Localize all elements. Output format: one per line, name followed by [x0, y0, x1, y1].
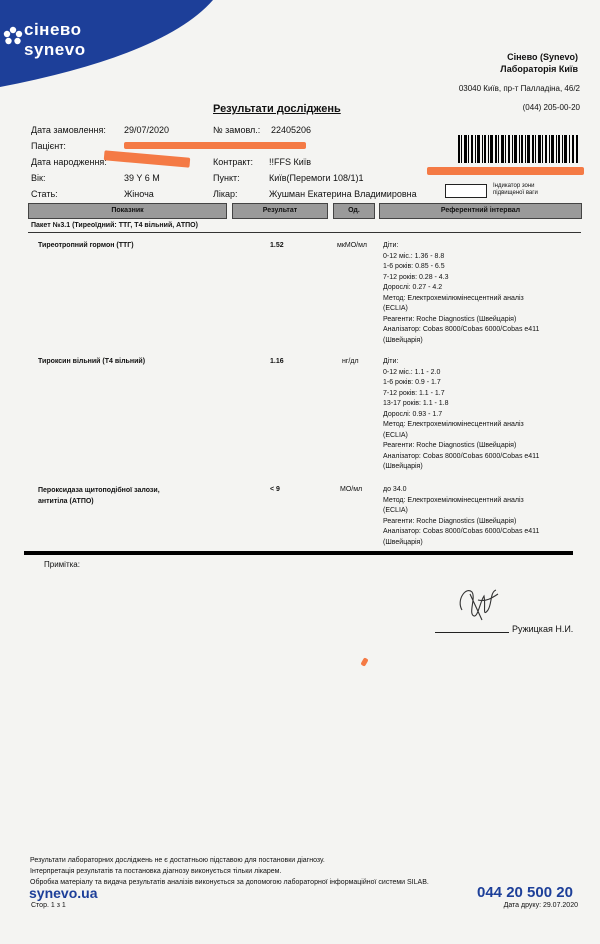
order-date-label: Дата замовлення: — [31, 125, 106, 135]
ref-line: Дорослі: 0.27 - 4.2 — [383, 284, 443, 291]
ref-line: 0-12 міс.: 1.1 - 2.0 — [383, 368, 441, 376]
patient-label: Пацієнт: — [31, 141, 66, 151]
row-tsh-unit: мкМО/мл — [337, 242, 367, 249]
age-value: 39 Y 6 M — [124, 173, 160, 183]
row-tsh-name: Тиреотропний гормон (ТТГ) — [38, 242, 134, 249]
signer-name: Ружицкая Н.И. — [512, 624, 574, 634]
lab-phone: (044) 205-00-20 — [522, 103, 580, 112]
point-label: Пункт: — [213, 173, 240, 183]
ref-line: Метод: Електрохемілюмінесцентний аналіз — [383, 496, 524, 504]
indicator-label: Індикатор зони підвищеної ваги — [493, 183, 538, 196]
column-header-unit: Од. — [333, 203, 375, 219]
lab-org: Сінево (Synevo) — [507, 52, 578, 62]
row-atpo-ref — [383, 485, 539, 548]
ref-line: (ECLIA) — [383, 305, 408, 312]
birth-redaction — [104, 150, 191, 167]
ref-line: 13-17 років: 1.1 - 1.8 — [383, 400, 449, 407]
row-ft4-result: 1.16 — [270, 358, 284, 365]
ref-line: (Швейцарія) — [383, 463, 423, 470]
footer-note: Інтерпретація результатів та постановка діагнозу виконується тільки лікарем. — [30, 868, 282, 875]
ref-line: Метод: Електрохемілюмінесцентний аналіз — [383, 421, 524, 428]
footer-note: Обробка матеріалу та видача результатів аналізів виконується за допомогою лабораторної інформаційної системи SILAB. — [30, 879, 429, 886]
order-no-label: № замовл.: — [213, 125, 261, 135]
ref-line: Аналізатор: Cobas 8000/Cobas 6000/Cobas e411 — [383, 326, 540, 333]
ref-line: до 34.0 — [383, 486, 407, 493]
point-value: Київ(Перемоги 108/1)1 — [269, 173, 364, 183]
page-number: Стор. 1 з 1 — [31, 902, 66, 909]
document-title: Результати досліджень — [213, 103, 341, 115]
ref-line: Діти: — [383, 242, 399, 249]
row-atpo-result: < 9 — [270, 486, 280, 493]
ref-line: 7-12 років: 0.28 - 4.3 — [383, 273, 449, 281]
note-label: Примітка: — [44, 560, 80, 569]
row-atpo-name-line1: Пероксидаза щитоподібної залози, — [38, 487, 160, 494]
ref-line: 7-12 років: 1.1 - 1.7 — [383, 389, 445, 397]
row-ft4-name: Тироксин вільний (Т4 вільний) — [38, 358, 146, 365]
flower-icon — [2, 24, 24, 50]
patient-redaction — [124, 142, 306, 149]
ref-line: Реагенти: Roche Diagnostics (Швейцарія) — [383, 315, 517, 323]
birth-label: Дата народження: — [31, 157, 107, 167]
contract-label: Контракт: — [213, 157, 254, 167]
lab-name: Лабораторія Київ — [500, 64, 578, 74]
package-label: Пакет №3.1 (Тиреоїдний: ТТГ, Т4 вільний, АТПО) — [31, 222, 198, 229]
sex-label: Стать: — [31, 189, 58, 199]
contract-value: !!FFS Київ — [269, 157, 312, 167]
column-header-reference: Референтний інтервал — [379, 203, 582, 219]
ref-line: Дорослі: 0.93 - 1.7 — [383, 410, 443, 418]
order-no: 22405206 — [271, 125, 312, 135]
row-atpo-name-line2: антитіла (АТПО) — [38, 498, 94, 505]
package-divider — [28, 232, 581, 233]
logo-text-en: synevo — [24, 40, 86, 59]
print-date: Дата друку: 29.07.2020 — [503, 902, 578, 909]
ref-line: Аналізатор: Cobas 8000/Cobas 6000/Cobas e411 — [383, 528, 540, 535]
ref-line: (Швейцарія) — [383, 538, 423, 546]
column-header-indicator: Показник — [28, 203, 227, 219]
row-tsh-result: 1.52 — [270, 242, 284, 249]
signature-image — [448, 580, 508, 625]
footer-notes — [30, 855, 429, 888]
signature-line — [435, 632, 509, 633]
footer-note: Результати лабораторних досліджень не є достатньою підставою для постановки діагнозу. — [30, 857, 325, 864]
ref-line: Аналізатор: Cobas 8000/Cobas 6000/Cobas e411 — [383, 452, 540, 460]
site-link[interactable]: synevo.ua — [29, 885, 98, 901]
row-atpo-unit: МО/мл — [340, 486, 363, 493]
ref-line: (Швейцарія) — [383, 336, 423, 344]
ref-line: 1-6 років: 0.85 - 6.5 — [383, 263, 445, 270]
footer-phone: 044 20 500 20 — [477, 884, 573, 901]
results-end-divider — [24, 551, 573, 555]
barcode — [458, 135, 578, 163]
row-ft4-ref — [383, 357, 539, 473]
ref-line: Метод: Електрохемілюмінесцентний аналіз — [383, 294, 524, 302]
logo-text-ua: сінево — [24, 20, 82, 39]
ref-line: 0-12 міс.: 1.36 - 8.8 — [383, 252, 445, 260]
indicator-box — [445, 184, 487, 198]
doctor-label: Лікар: — [213, 189, 238, 199]
ref-line: Реагенти: Roche Diagnostics (Швейцарія) — [383, 517, 517, 525]
row-ft4-unit: нг/дл — [342, 358, 359, 365]
order-date: 29/07/2020 — [124, 125, 170, 135]
barcode-redaction — [427, 167, 584, 175]
ref-line: Діти: — [383, 358, 399, 365]
doctor-value: Жушман Екатерина Владимировна — [269, 189, 417, 199]
lab-address: 03040 Київ, пр-т Палладіна, 46/2 — [458, 84, 580, 93]
stray-mark — [360, 657, 368, 666]
sex-value: Жіноча — [124, 189, 154, 199]
ref-line: Реагенти: Roche Diagnostics (Швейцарія) — [383, 442, 517, 449]
ref-line: (ECLIA) — [383, 431, 408, 439]
column-header-result: Результат — [232, 203, 328, 219]
row-tsh-ref — [383, 241, 539, 346]
ref-line: (ECLIA) — [383, 507, 408, 514]
age-label: Вік: — [31, 173, 46, 183]
ref-line: 1-6 років: 0.9 - 1.7 — [383, 379, 441, 386]
